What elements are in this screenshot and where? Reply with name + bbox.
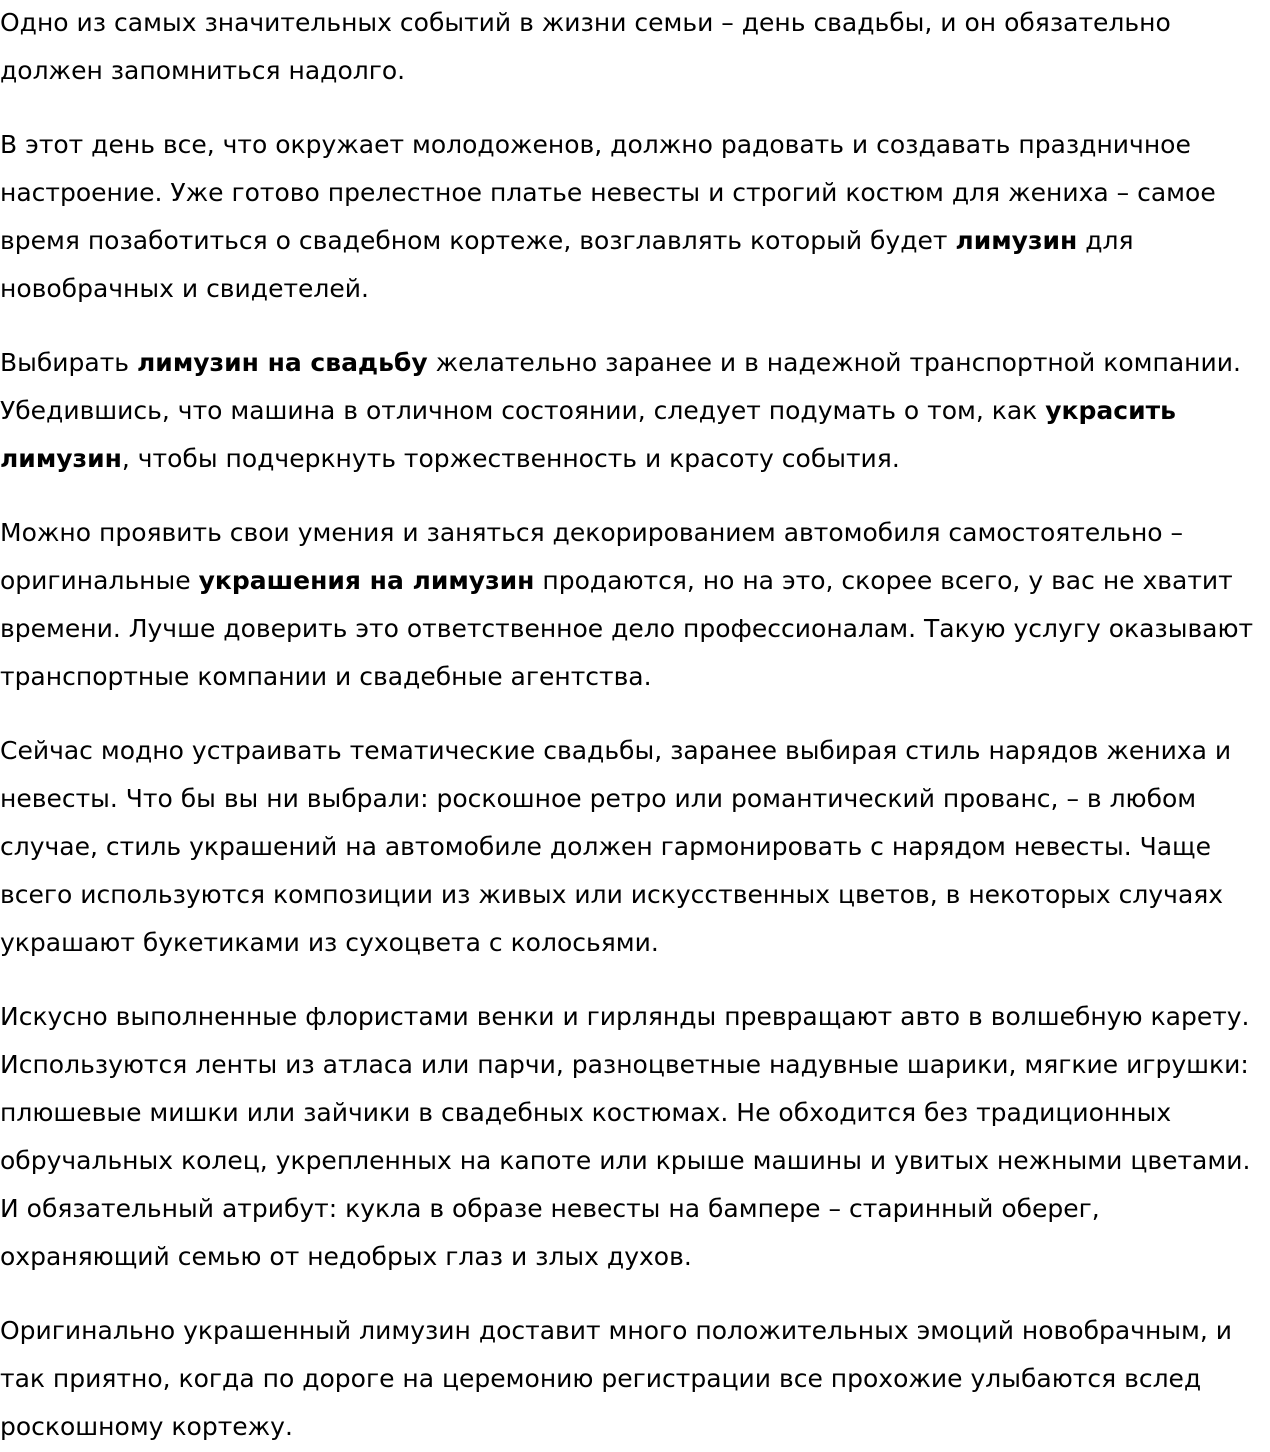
paragraph-text: продаются, но на это, скорее всего, у вас не хватит времени. Лучше доверить это ответственное дело профессионалам. Такую услугу оказывают транспортные компании и свадебные агентства. (0, 566, 1254, 691)
paragraph-intro (0, 0, 1270, 95)
paragraph-florists (0, 993, 1270, 1281)
paragraph-choosing (0, 339, 1270, 483)
paragraph-text: Сейчас модно устраивать тематические свадьбы, заранее выбирая стиль нарядов жениха и невесты. Что бы вы ни выбрали: роскошное ретро или романтический прованс, – в любом случае, стиль украшений на автомобиле должен гармонировать с нарядом невесты. Чаще всего используются композиции из живых или искусственных цветов, в некоторых случаях украшают букетиками из сухоцвета с колосьями. (0, 736, 1232, 957)
paragraph-themes (0, 727, 1270, 967)
paragraph-text: Можно проявить свои умения и заняться декорированием автомобиля самостоятельно – оригинальные (0, 518, 1184, 595)
paragraph-text: Оригинально украшенный лимузин доставит много положительных эмоций новобрачным, и так приятно, когда по дороге на церемонию регистрации все прохожие улыбаются вслед роскошному кортежу. (0, 1316, 1233, 1441)
keyword-wedding-limousine: лимузин на свадьбу (137, 348, 428, 377)
paragraph-text: , чтобы подчеркнуть торжественность и красоту события. (121, 444, 900, 473)
paragraph-decorating (0, 509, 1270, 701)
paragraph-text: для новобрачных и свидетелей. (0, 226, 1134, 303)
keyword-decorate-limousine: украсить лимузин (0, 396, 1176, 473)
paragraph-preparation (0, 121, 1270, 313)
keyword-limousine: лимузин (955, 226, 1078, 255)
paragraph-text: желательно заранее и в надежной транспортной компании. Убедившись, что машина в отличном состоянии, следует подумать о том, как (0, 348, 1241, 425)
keyword-limousine-decorations: украшения на лимузин (198, 566, 535, 595)
paragraph-conclusion (0, 1307, 1270, 1451)
paragraph-text: Одно из самых значительных событий в жизни семьи – день свадьбы, и он обязательно должен запомниться надолго. (0, 8, 1171, 85)
paragraph-text: В этот день все, что окружает молодоженов, должно радовать и создавать праздничное настроение. Уже готово прелестное платье невесты и строгий костюм для жениха – самое время позаботиться о свадебном кортеже, возглавлять который будет (0, 130, 1216, 255)
paragraph-text: Выбирать (0, 348, 137, 377)
paragraph-text: Искусно выполненные флористами венки и гирлянды превращают авто в волшебную карету. Используются ленты из атласа или парчи, разноцветные надувные шарики, мягкие игрушки: плюшевые мишки или зайчики в свадебных костюмах. Не обходится без традиционных обручальных колец, укрепленных на капоте или крыше машины и увитых нежными цветами. И обязательный атрибут: кукла в образе невесты на бампере – старинный оберег, охраняющий семью от недобрых глаз и злых духов. (0, 1002, 1251, 1271)
